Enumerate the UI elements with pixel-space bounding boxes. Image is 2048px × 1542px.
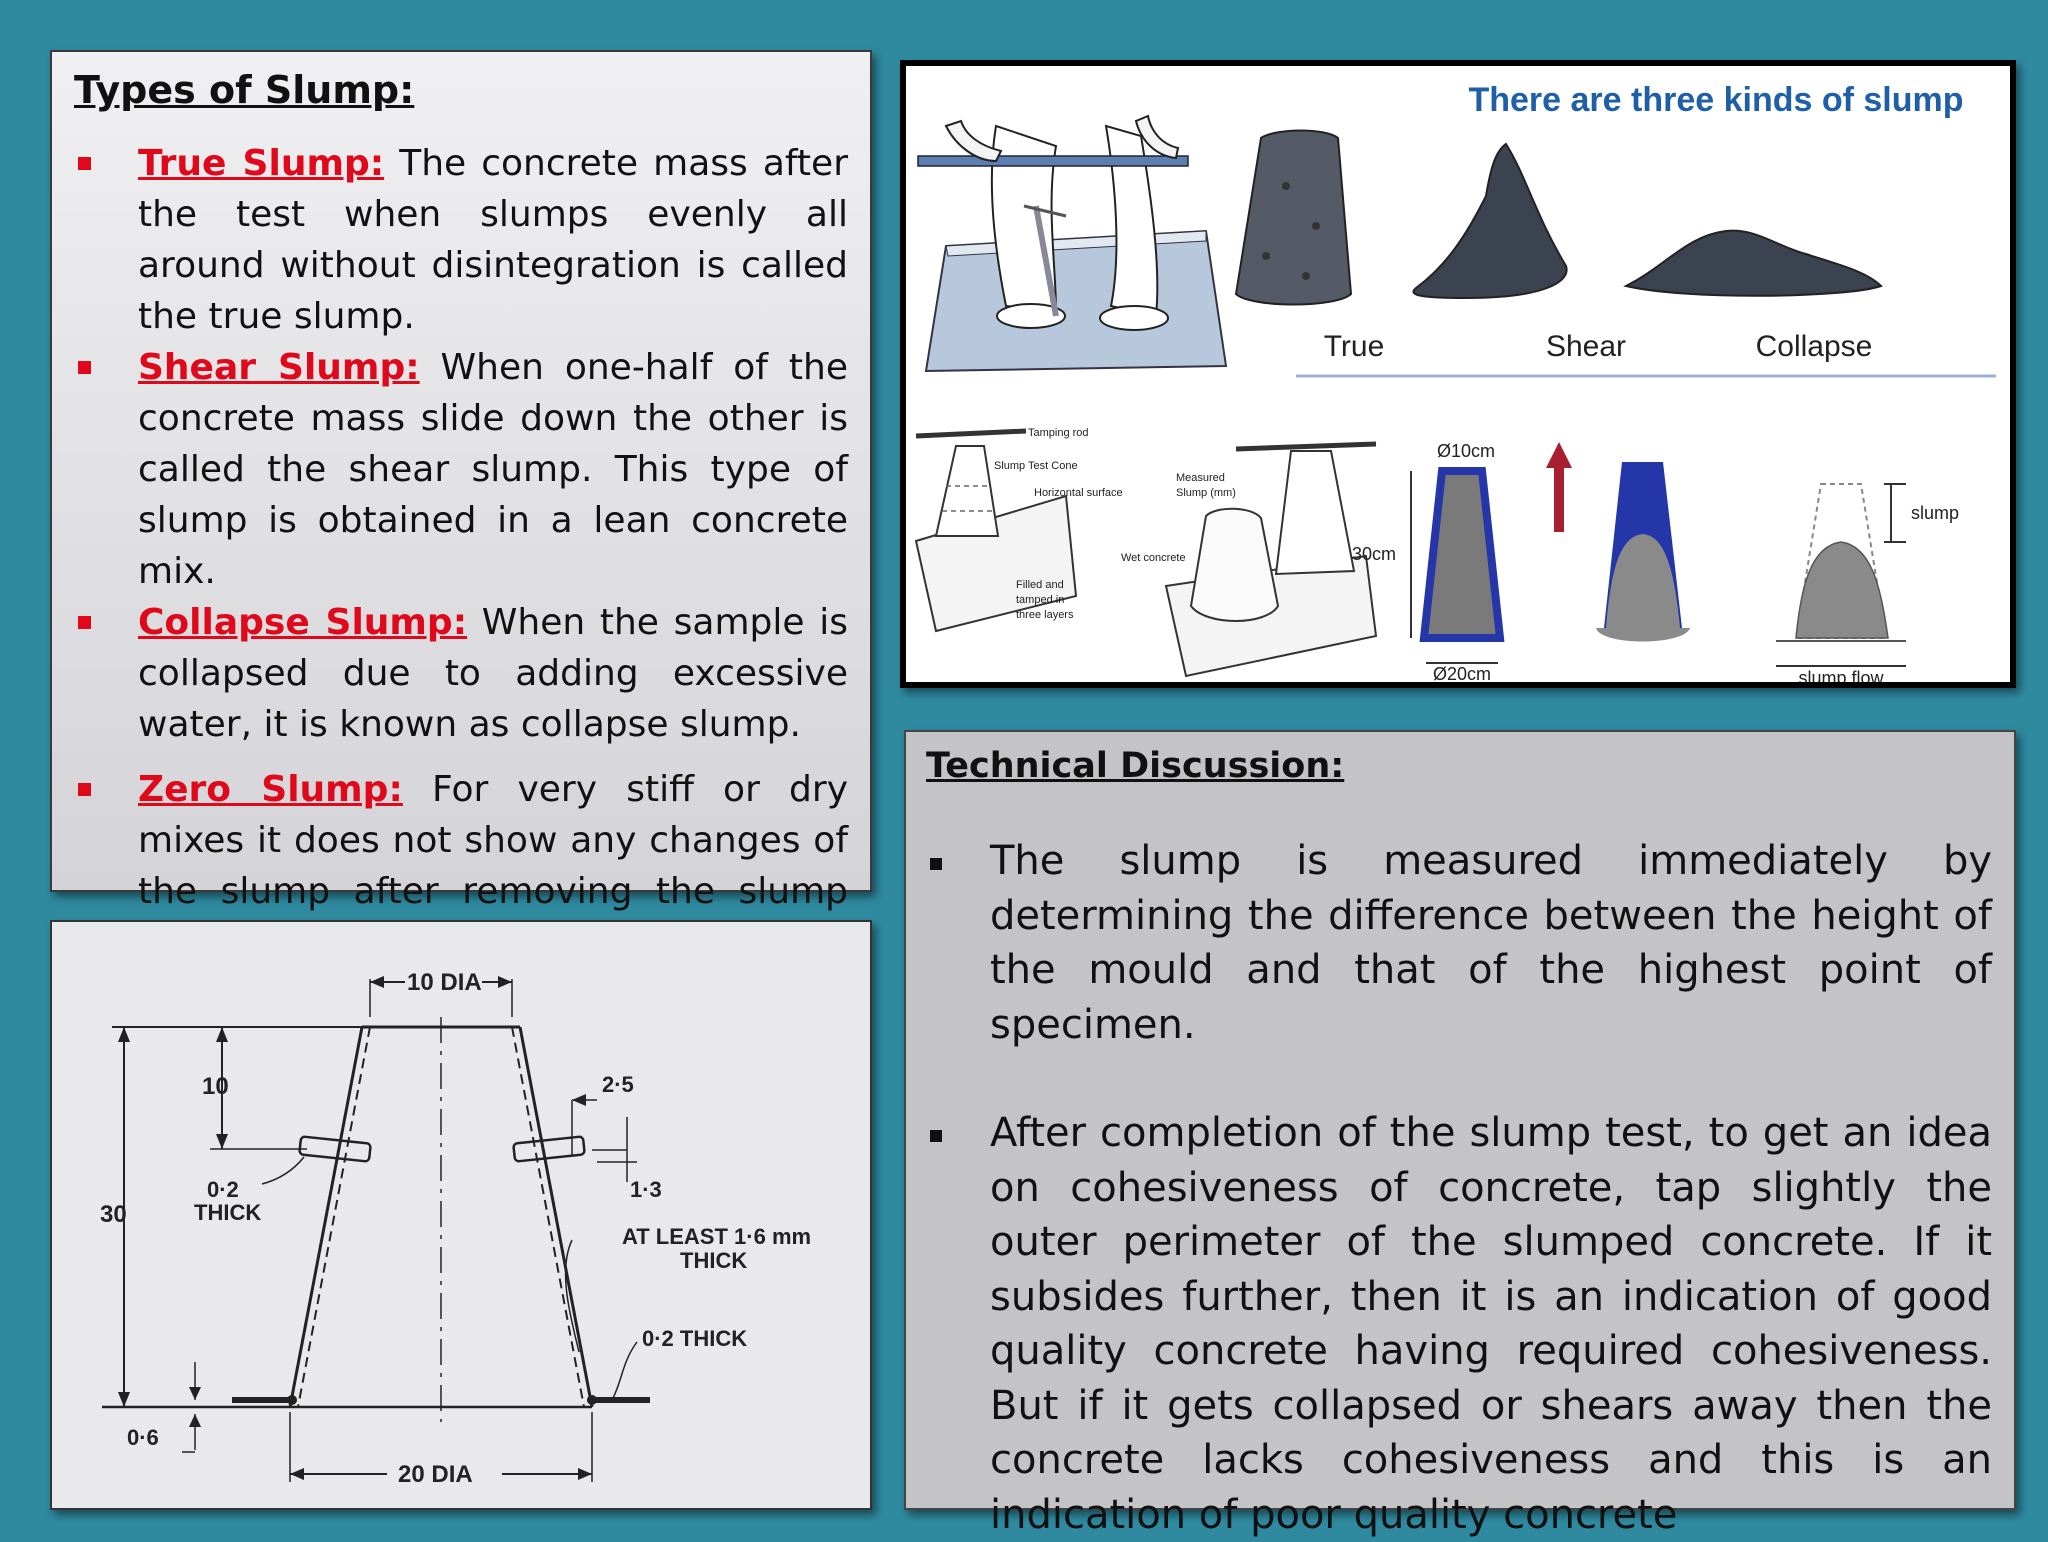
dim-13: 1·3 — [630, 1177, 662, 1202]
red-square-bullet-icon — [78, 361, 91, 374]
label-slump: slump — [1911, 503, 1960, 523]
desc-shear-slump: When one-half of the concrete mass slide down the other is called the shear slump. This type of slump is obtained in a lean concrete mix. — [138, 347, 848, 592]
label-measured: Measured — [1176, 472, 1225, 484]
dim-top-dia: 10 DIA — [407, 969, 482, 996]
red-square-bullet-icon — [78, 616, 91, 629]
desc-zero-slump: For very stiff or dry mixes it does not show any changes of the slump after removing the slump — [138, 769, 849, 912]
red-square-bullet-icon — [78, 157, 91, 170]
dim-25: 2·5 — [602, 1072, 634, 1097]
term-shear-slump: Shear Slump: — [138, 347, 420, 388]
label-bottom-dia: Ø20cm — [1432, 664, 1492, 682]
tech-heading: Technical Discussion: — [926, 746, 1345, 786]
dim-thick-02: 0·2 — [207, 1177, 239, 1202]
dim-bottom-dia: 20 DIA — [398, 1461, 473, 1488]
list-item-collapse-slump — [74, 597, 848, 750]
label-horizontal-surface: Horizontal surface — [1034, 487, 1123, 499]
term-zero-slump: Zero Slump: — [138, 769, 403, 810]
tech-item-text: After completion of the slump test, to get an idea on cohesiveness of concrete, tap slightly the outer perimeter of the slumped concrete. If it subsides further, then it is an indication of good quality concrete having required cohesiveness. But if it gets collapsed or shears away then the concrete lacks cohesiveness and this is an indication of poor quality concrete — [990, 1110, 1992, 1538]
shear-slump-icon — [1413, 144, 1566, 298]
term-true-slump: True Slump: — [138, 143, 385, 184]
kind-label-shear: Shear — [1545, 330, 1627, 363]
tamping-person-illustration — [918, 116, 1226, 371]
black-square-bullet-icon — [930, 858, 942, 870]
lift-arrow-icon — [1546, 442, 1572, 532]
label-slump-test-cone: Slump Test Cone — [994, 460, 1078, 472]
slump-measure-sketch — [1776, 484, 1906, 666]
cone-outline — [102, 979, 650, 1482]
list-item-shear-slump — [74, 342, 848, 597]
label-wet-concrete: Wet concrete — [1121, 552, 1186, 564]
lifted-cone-icon — [1596, 462, 1690, 642]
dim-at-least-thick: THICK — [680, 1248, 748, 1273]
dimensioned-cone-icon — [1411, 471, 1500, 663]
kind-label-true: True — [1323, 330, 1385, 363]
label-tamping-rod: Tamping rod — [1028, 427, 1089, 439]
technical-discussion-panel — [904, 730, 2016, 1538]
collapse-slump-icon — [1626, 231, 1881, 296]
list-item-true-slump — [74, 138, 848, 342]
desc-true-slump: The concrete mass after the test when slumps evenly all around without disintegration is called the true slump. — [138, 143, 849, 337]
cone-drawing-svg — [52, 922, 870, 1508]
tech-item-text: The slump is measured immediately by determining the difference between the height of the mould and that of the highest point of specimen. — [990, 838, 1992, 1048]
dim-06: 0·6 — [127, 1425, 159, 1450]
dim-height-10: 10 — [202, 1073, 229, 1100]
label-layers: three layers — [1016, 609, 1074, 621]
label-filled: Filled and — [1016, 579, 1064, 591]
types-heading: Types of Slump: — [74, 68, 415, 112]
term-collapse-slump: Collapse Slump: — [138, 602, 468, 643]
desc-collapse-slump: When the sample is collapsed due to adding excessive water, it is known as collapse slump. — [138, 602, 848, 745]
types-list — [74, 138, 848, 968]
types-of-slump-panel — [50, 50, 872, 912]
label-slump-mm: Slump (mm) — [1176, 487, 1236, 499]
kinds-title: There are three kinds of slump — [1468, 81, 1964, 119]
label-top-dia: Ø10cm — [1436, 441, 1496, 461]
tech-list — [926, 834, 1992, 1542]
kind-label-collapse: Collapse — [1755, 330, 1873, 363]
list-item — [926, 834, 1992, 1052]
dim-thick-02b: 0·2 THICK — [642, 1326, 748, 1351]
dim-height-30: 30 — [100, 1201, 127, 1228]
true-slump-icon — [1236, 131, 1351, 305]
label-slump-flow: slump flow — [1798, 668, 1884, 682]
slump-kinds-illustration — [900, 60, 2016, 688]
label-tamped: tamped in — [1016, 594, 1065, 606]
red-square-bullet-icon — [78, 783, 91, 796]
dim-at-least: AT LEAST 1·6 mm — [622, 1224, 812, 1249]
list-item — [926, 1106, 1992, 1542]
slump-kinds-svg — [906, 66, 2010, 682]
label-height: 30cm — [1351, 544, 1396, 564]
black-square-bullet-icon — [930, 1130, 942, 1142]
dim-thick-word: THICK — [194, 1200, 262, 1225]
cone-dimension-drawing — [50, 920, 872, 1510]
